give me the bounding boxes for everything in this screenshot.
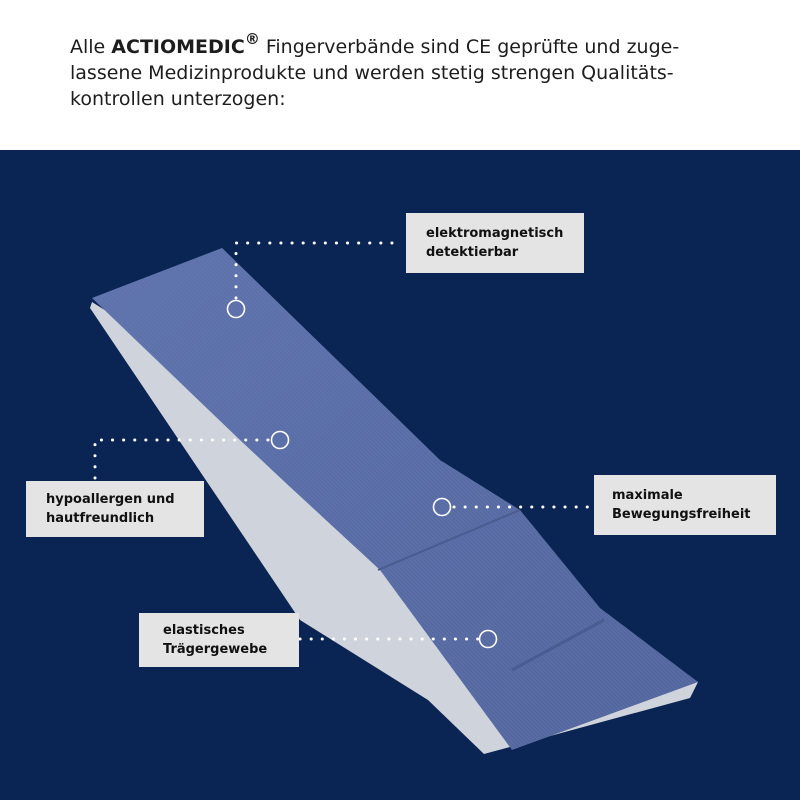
intro-line-3: kontrollen unterzogen: (70, 88, 286, 110)
brand-name: ACTIOMEDIC (111, 36, 245, 58)
intro-line-1-rest: Fingerverbände sind CE geprüfte und zuge- (259, 36, 680, 58)
intro-text (70, 30, 750, 112)
callout-hypoallergenic (26, 481, 204, 537)
product-panel (0, 150, 800, 800)
intro-prefix: Alle (70, 36, 112, 58)
registered-mark: ® (244, 30, 260, 48)
callout-freedom-text: maximale Bewegungsfreiheit (612, 488, 751, 522)
callout-detectable-text: elektromagnetisch detektierbar (426, 226, 564, 260)
intro-line-2: lassene Medizinprodukte und werden stetig strengen Qualitäts- (70, 62, 674, 84)
callout-elastic (139, 613, 299, 667)
intro-line-1 (70, 30, 750, 60)
callout-hypoallergenic-text: hypoallergen und hautfreundlich (46, 492, 175, 526)
callout-detectable (406, 213, 584, 273)
callout-freedom (594, 475, 776, 535)
callout-elastic-text: elastisches Trägergewebe (163, 623, 268, 657)
